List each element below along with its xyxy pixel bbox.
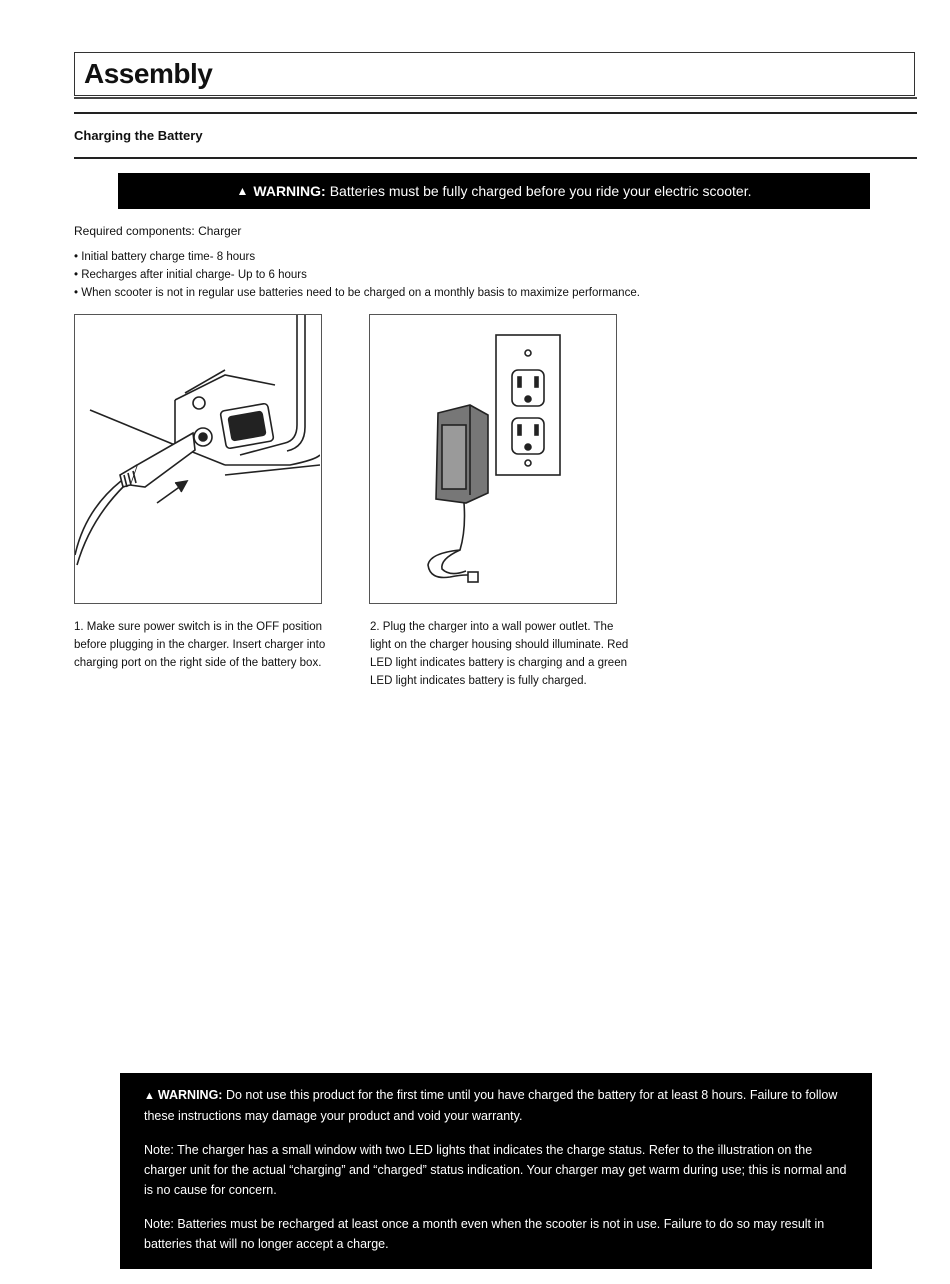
warning-box — [120, 1073, 872, 1269]
charging-port-drawing — [75, 315, 320, 602]
warning-label: WARNING: — [157, 1088, 223, 1102]
divider — [74, 112, 917, 114]
warning-paragraph — [144, 1085, 848, 1126]
page-title: Assembly — [84, 58, 213, 89]
divider — [74, 157, 917, 159]
warning-text: Batteries must be fully charged before you ride your electric scooter. — [329, 183, 752, 199]
wall-outlet-drawing — [370, 315, 615, 602]
note-charger-status: Note: The charger has a small window with two LED lights that indicates the charge status. Refer to the illustration on the charger unit for the actual “charging” and “charged” status indication. Your charger may get warm during use; this is normal and is no cause for concern. — [144, 1143, 847, 1197]
wall-outlet-charger-illustration — [369, 314, 617, 604]
warning-text: Do not use this product for the first time until you have charged the battery for at least 8 hours. Failure to follow these instructions may damage your product and void your warranty. — [144, 1088, 838, 1123]
warning-label: WARNING: — [253, 183, 326, 199]
bullet-item: • Recharges after initial charge- Up to 6 hours — [74, 269, 307, 281]
bullet-item: • Initial battery charge time- 8 hours — [74, 251, 256, 263]
warning-banner — [118, 173, 870, 209]
warning-triangle-icon: ▲ — [236, 184, 249, 198]
note-monthly-recharge: Note: Batteries must be recharged at least once a month even when the scooter is not in use. Failure to do so may result in batteries that will no longer accept a charge. — [144, 1217, 825, 1251]
bullet-item: • When scooter is not in regular use batteries need to be charged on a monthly basis to maximize performance. — [74, 287, 640, 299]
step-1-caption: 1. Make sure power switch is in the OFF position before plugging in the charger. Insert charger into charging port on the right side of the battery box. — [74, 621, 326, 669]
charging-port-illustration — [74, 314, 322, 604]
section-heading: Charging the Battery — [74, 128, 203, 143]
required-components: Required components: Charger — [74, 224, 242, 238]
step-2-caption: 2. Plug the charger into a wall power outlet. The light on the charger housing should illuminate. Red LED light indicates battery is charging and a green LED light indicates battery is fully charged. — [370, 621, 629, 687]
warning-triangle-icon: ▲ — [144, 1090, 155, 1102]
